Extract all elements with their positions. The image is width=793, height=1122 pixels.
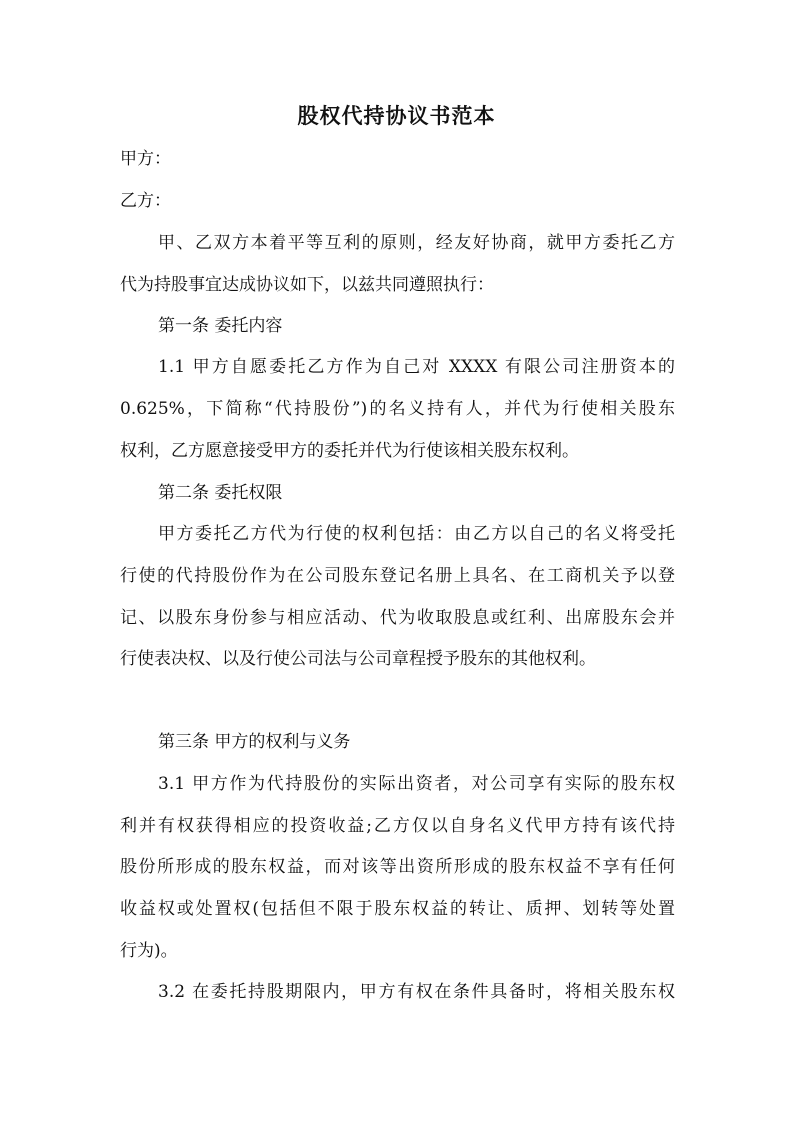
clause-line: 权利，乙方愿意接受甲方的委托并代为行使该相关股东权利。: [120, 441, 579, 461]
intro-line: 甲、乙双方本着平等互利的原则，经友好协商，就甲方委托乙方: [158, 233, 675, 253]
clause-line: 3.1 甲方作为代持股份的实际出资者，对公司享有实际的股东权: [158, 774, 675, 794]
clause-line: 行为)。: [120, 941, 178, 961]
clause-line: 股份所形成的股东权益，而对该等出资所形成的股东权益不享有任何: [120, 857, 675, 877]
article-2-heading: 第二条 委托权限: [158, 483, 283, 503]
clause-line: 收益权或处置权(包括但不限于股东权益的转让、质押、划转等处置: [120, 899, 675, 919]
clause-line: 甲方委托乙方代为行使的权利包括：由乙方以自己的名义将受托: [158, 524, 675, 544]
party-a-label: 甲方：: [120, 149, 171, 169]
intro-line: 代为持股事宜达成协议如下，以兹共同遵照执行：: [120, 275, 494, 295]
clause-line: 利并有权获得相应的投资收益;乙方仅以自身名义代甲方持有该代持: [120, 816, 675, 836]
clause-line: 记、以股东身份参与相应活动、代为收取股息或红利、出席股东会并: [120, 608, 675, 628]
clause-line: 3.2 在委托持股期限内，甲方有权在条件具备时，将相关股东权: [158, 982, 675, 1002]
document-title: 股权代持协议书范本: [297, 103, 496, 128]
clause-line: 0.625%，下简称“代持股份”)的名义持有人，并代为行使相关股东: [120, 399, 675, 419]
clause-line: 行使的代持股份作为在公司股东登记名册上具名、在工商机关予以登: [120, 566, 675, 586]
clause-line: 行使表决权、以及行使公司法与公司章程授予股东的其他权利。: [120, 649, 596, 669]
party-b-label: 乙方：: [120, 191, 171, 211]
article-1-heading: 第一条 委托内容: [158, 316, 283, 336]
clause-line: 1.1 甲方自愿委托乙方作为自己对 XXXX 有限公司注册资本的: [158, 357, 675, 377]
article-3-heading: 第三条 甲方的权利与义务: [158, 732, 351, 752]
